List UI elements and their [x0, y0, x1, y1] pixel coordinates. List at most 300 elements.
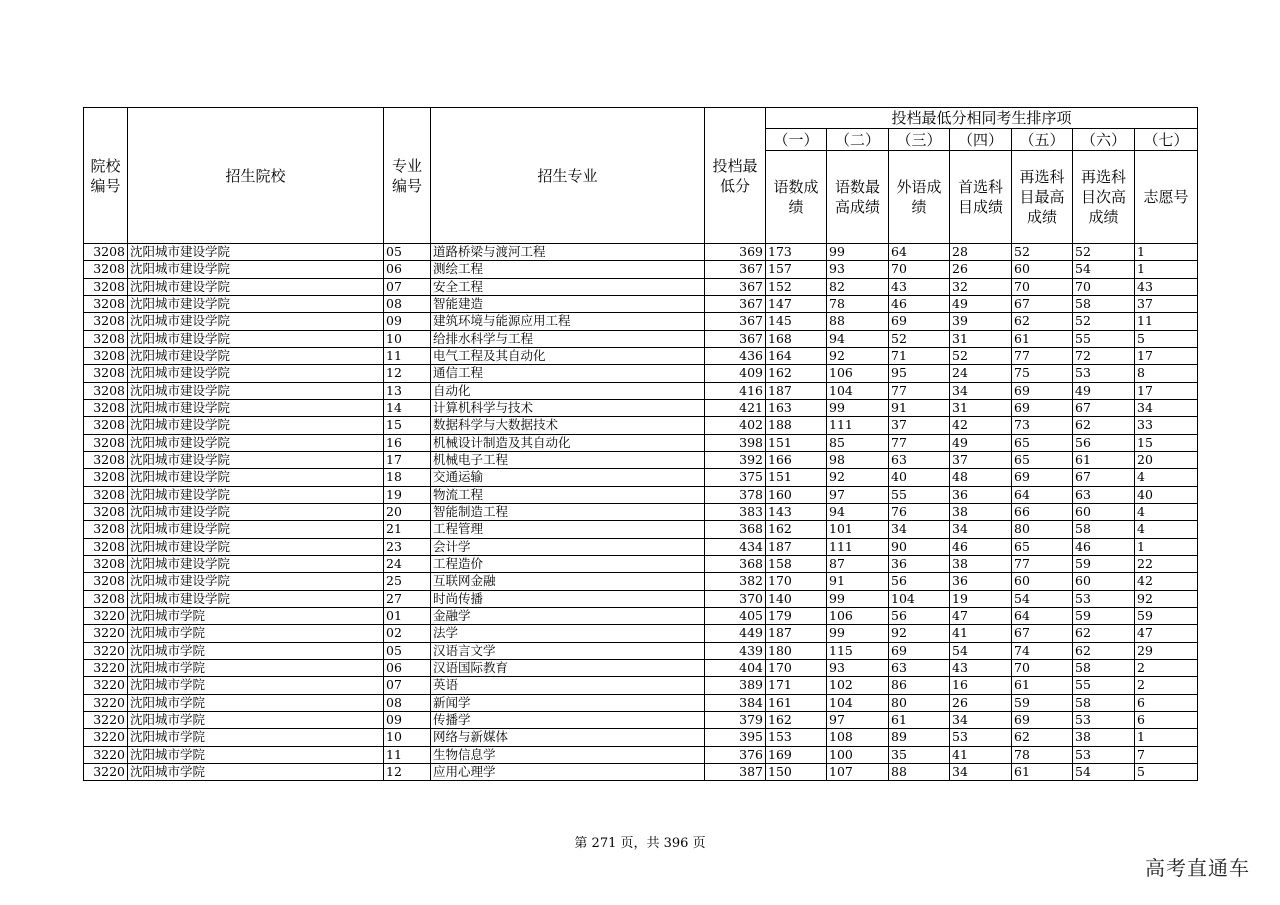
order-6-cell: 54 — [1073, 763, 1135, 780]
order-7-cell: 17 — [1135, 382, 1198, 399]
order-2-cell: 108 — [827, 729, 889, 746]
order-6-cell: 58 — [1073, 659, 1135, 676]
order-1-cell: 143 — [766, 503, 827, 520]
school-name-cell: 沈阳城市建设学院 — [128, 382, 384, 399]
min-score-cell: 378 — [705, 486, 766, 503]
major-name-cell: 电气工程及其自动化 — [431, 347, 705, 364]
school-code-cell: 3208 — [84, 365, 128, 382]
order-2-cell: 104 — [827, 694, 889, 711]
min-score-cell: 439 — [705, 642, 766, 659]
major-code-cell: 25 — [384, 573, 431, 590]
order-1-cell: 157 — [766, 261, 827, 278]
major-name-cell: 工程造价 — [431, 555, 705, 572]
school-name-cell: 沈阳城市学院 — [128, 729, 384, 746]
order-3-cell: 36 — [889, 555, 950, 572]
major-code-cell: 12 — [384, 763, 431, 780]
school-name-cell: 沈阳城市学院 — [128, 625, 384, 642]
order-6-cell: 63 — [1073, 486, 1135, 503]
order-6-cell: 58 — [1073, 295, 1135, 312]
order-7-cell: 5 — [1135, 330, 1198, 347]
order-4-cell: 38 — [950, 503, 1012, 520]
school-name-cell: 沈阳城市建设学院 — [128, 590, 384, 607]
school-code-cell: 3208 — [84, 244, 128, 261]
major-name-cell: 机械电子工程 — [431, 451, 705, 468]
order-1-cell: 152 — [766, 278, 827, 295]
order-1-cell: 187 — [766, 538, 827, 555]
order-7-cell: 15 — [1135, 434, 1198, 451]
school-name-cell: 沈阳城市学院 — [128, 642, 384, 659]
order-3-cell: 92 — [889, 625, 950, 642]
school-name-cell: 沈阳城市学院 — [128, 659, 384, 676]
order-4-cell: 46 — [950, 538, 1012, 555]
school-name-cell: 沈阳城市建设学院 — [128, 399, 384, 416]
order-1-cell: 151 — [766, 434, 827, 451]
order-1-cell: 179 — [766, 607, 827, 624]
min-score-cell: 404 — [705, 659, 766, 676]
major-code-cell: 07 — [384, 278, 431, 295]
order-3-cell: 95 — [889, 365, 950, 382]
order-6-cell: 56 — [1073, 434, 1135, 451]
order-1-cell: 173 — [766, 244, 827, 261]
order-5-cell: 67 — [1012, 625, 1073, 642]
order-1-cell: 180 — [766, 642, 827, 659]
school-name-cell: 沈阳城市建设学院 — [128, 451, 384, 468]
order-7-cell: 1 — [1135, 538, 1198, 555]
min-score-cell: 368 — [705, 521, 766, 538]
school-name-cell: 沈阳城市建设学院 — [128, 486, 384, 503]
table-row — [84, 295, 1198, 312]
order-3-cell: 80 — [889, 694, 950, 711]
school-name-cell: 沈阳城市建设学院 — [128, 244, 384, 261]
order-2-cell: 88 — [827, 313, 889, 330]
order-6-cell: 60 — [1073, 573, 1135, 590]
order-2-cell: 100 — [827, 746, 889, 763]
order-1-cell: 166 — [766, 451, 827, 468]
order-2-cell: 92 — [827, 469, 889, 486]
school-name-cell: 沈阳城市建设学院 — [128, 347, 384, 364]
school-name-cell: 沈阳城市建设学院 — [128, 330, 384, 347]
order-4-cell: 34 — [950, 521, 1012, 538]
order-4-cell: 39 — [950, 313, 1012, 330]
table-row — [84, 399, 1198, 416]
header-sub-7: 志愿号 — [1135, 151, 1198, 244]
header-major-code: 专业编号 — [384, 108, 431, 244]
order-2-cell: 91 — [827, 573, 889, 590]
order-5-cell: 64 — [1012, 486, 1073, 503]
table-header — [84, 108, 1198, 244]
school-code-cell: 3208 — [84, 347, 128, 364]
school-name-cell: 沈阳城市建设学院 — [128, 295, 384, 312]
order-5-cell: 80 — [1012, 521, 1073, 538]
order-7-cell: 40 — [1135, 486, 1198, 503]
order-7-cell: 37 — [1135, 295, 1198, 312]
major-name-cell: 法学 — [431, 625, 705, 642]
order-2-cell: 82 — [827, 278, 889, 295]
header-sub-5: 再选科目最高成绩 — [1012, 151, 1073, 244]
order-2-cell: 92 — [827, 347, 889, 364]
order-6-cell: 59 — [1073, 607, 1135, 624]
order-7-cell: 34 — [1135, 399, 1198, 416]
major-code-cell: 11 — [384, 347, 431, 364]
order-1-cell: 145 — [766, 313, 827, 330]
major-name-cell: 应用心理学 — [431, 763, 705, 780]
major-name-cell: 时尚传播 — [431, 590, 705, 607]
order-3-cell: 71 — [889, 347, 950, 364]
order-2-cell: 99 — [827, 625, 889, 642]
order-6-cell: 53 — [1073, 365, 1135, 382]
order-7-cell: 11 — [1135, 313, 1198, 330]
major-name-cell: 安全工程 — [431, 278, 705, 295]
order-1-cell: 188 — [766, 417, 827, 434]
order-4-cell: 34 — [950, 382, 1012, 399]
header-sub-4: 首选科目成绩 — [950, 151, 1012, 244]
order-7-cell: 4 — [1135, 521, 1198, 538]
order-5-cell: 60 — [1012, 573, 1073, 590]
order-1-cell: 162 — [766, 521, 827, 538]
order-3-cell: 56 — [889, 573, 950, 590]
table-row — [84, 607, 1198, 624]
order-2-cell: 98 — [827, 451, 889, 468]
school-code-cell: 3208 — [84, 295, 128, 312]
major-name-cell: 汉语国际教育 — [431, 659, 705, 676]
major-name-cell: 网络与新媒体 — [431, 729, 705, 746]
table-row — [84, 330, 1198, 347]
min-score-cell: 421 — [705, 399, 766, 416]
order-7-cell: 6 — [1135, 694, 1198, 711]
order-3-cell: 61 — [889, 711, 950, 728]
order-1-cell: 187 — [766, 382, 827, 399]
school-name-cell: 沈阳城市建设学院 — [128, 521, 384, 538]
major-name-cell: 生物信息学 — [431, 746, 705, 763]
header-sub-6: 再选科目次高成绩 — [1073, 151, 1135, 244]
order-7-cell: 29 — [1135, 642, 1198, 659]
order-5-cell: 62 — [1012, 729, 1073, 746]
order-7-cell: 43 — [1135, 278, 1198, 295]
min-score-cell: 367 — [705, 313, 766, 330]
header-order-6: （六） — [1073, 129, 1135, 151]
order-7-cell: 2 — [1135, 677, 1198, 694]
school-code-cell: 3220 — [84, 625, 128, 642]
header-order-5: （五） — [1012, 129, 1073, 151]
order-2-cell: 93 — [827, 659, 889, 676]
order-6-cell: 55 — [1073, 677, 1135, 694]
order-7-cell: 7 — [1135, 746, 1198, 763]
school-code-cell: 3220 — [84, 642, 128, 659]
major-name-cell: 数据科学与大数据技术 — [431, 417, 705, 434]
school-code-cell: 3220 — [84, 763, 128, 780]
order-2-cell: 101 — [827, 521, 889, 538]
school-name-cell: 沈阳城市学院 — [128, 763, 384, 780]
order-2-cell: 94 — [827, 330, 889, 347]
school-code-cell: 3208 — [84, 261, 128, 278]
header-sub-1: 语数成绩 — [766, 151, 827, 244]
order-4-cell: 47 — [950, 607, 1012, 624]
school-code-cell: 3220 — [84, 677, 128, 694]
order-2-cell: 99 — [827, 590, 889, 607]
min-score-cell: 392 — [705, 451, 766, 468]
min-score-cell: 370 — [705, 590, 766, 607]
table-row — [84, 521, 1198, 538]
table-row — [84, 746, 1198, 763]
school-name-cell: 沈阳城市建设学院 — [128, 261, 384, 278]
major-code-cell: 06 — [384, 659, 431, 676]
table-row — [84, 313, 1198, 330]
table-row — [84, 625, 1198, 642]
order-5-cell: 64 — [1012, 607, 1073, 624]
min-score-cell: 376 — [705, 746, 766, 763]
order-1-cell: 171 — [766, 677, 827, 694]
order-5-cell: 59 — [1012, 694, 1073, 711]
order-3-cell: 64 — [889, 244, 950, 261]
header-order-1: （一） — [766, 129, 827, 151]
header-major-name: 招生专业 — [431, 108, 705, 244]
school-code-cell: 3208 — [84, 555, 128, 572]
table-row — [84, 469, 1198, 486]
school-code-cell: 3220 — [84, 659, 128, 676]
table-row — [84, 677, 1198, 694]
order-6-cell: 54 — [1073, 261, 1135, 278]
order-3-cell: 56 — [889, 607, 950, 624]
order-6-cell: 62 — [1073, 625, 1135, 642]
table-row — [84, 555, 1198, 572]
order-4-cell: 43 — [950, 659, 1012, 676]
major-code-cell: 23 — [384, 538, 431, 555]
order-7-cell: 20 — [1135, 451, 1198, 468]
order-5-cell: 78 — [1012, 746, 1073, 763]
order-3-cell: 35 — [889, 746, 950, 763]
order-6-cell: 62 — [1073, 417, 1135, 434]
header-sub-2: 语数最高成绩 — [827, 151, 889, 244]
order-5-cell: 69 — [1012, 399, 1073, 416]
school-code-cell: 3208 — [84, 486, 128, 503]
order-3-cell: 76 — [889, 503, 950, 520]
min-score-cell: 434 — [705, 538, 766, 555]
order-4-cell: 36 — [950, 486, 1012, 503]
order-6-cell: 70 — [1073, 278, 1135, 295]
order-6-cell: 62 — [1073, 642, 1135, 659]
order-5-cell: 60 — [1012, 261, 1073, 278]
major-code-cell: 07 — [384, 677, 431, 694]
order-1-cell: 147 — [766, 295, 827, 312]
school-name-cell: 沈阳城市建设学院 — [128, 434, 384, 451]
order-5-cell: 65 — [1012, 451, 1073, 468]
order-3-cell: 77 — [889, 434, 950, 451]
order-2-cell: 107 — [827, 763, 889, 780]
order-6-cell: 59 — [1073, 555, 1135, 572]
order-3-cell: 46 — [889, 295, 950, 312]
header-tiebreak-group: 投档最低分相同考生排序项 — [766, 108, 1198, 129]
order-2-cell: 87 — [827, 555, 889, 572]
major-code-cell: 08 — [384, 295, 431, 312]
min-score-cell: 367 — [705, 330, 766, 347]
school-code-cell: 3208 — [84, 434, 128, 451]
order-1-cell: 169 — [766, 746, 827, 763]
order-2-cell: 106 — [827, 607, 889, 624]
min-score-cell: 409 — [705, 365, 766, 382]
min-score-cell: 398 — [705, 434, 766, 451]
order-4-cell: 41 — [950, 746, 1012, 763]
school-code-cell: 3220 — [84, 729, 128, 746]
order-1-cell: 150 — [766, 763, 827, 780]
major-name-cell: 互联网金融 — [431, 573, 705, 590]
header-school-code: 院校编号 — [84, 108, 128, 244]
table-row — [84, 365, 1198, 382]
order-6-cell: 67 — [1073, 399, 1135, 416]
order-1-cell: 164 — [766, 347, 827, 364]
page-footer: 第 271 页，共 396 页 — [574, 836, 706, 851]
min-score-cell: 389 — [705, 677, 766, 694]
major-name-cell: 通信工程 — [431, 365, 705, 382]
order-4-cell: 52 — [950, 347, 1012, 364]
order-7-cell: 22 — [1135, 555, 1198, 572]
major-code-cell: 16 — [384, 434, 431, 451]
school-code-cell: 3208 — [84, 503, 128, 520]
order-5-cell: 69 — [1012, 711, 1073, 728]
major-code-cell: 05 — [384, 244, 431, 261]
order-7-cell: 4 — [1135, 469, 1198, 486]
order-5-cell: 74 — [1012, 642, 1073, 659]
order-3-cell: 63 — [889, 659, 950, 676]
order-4-cell: 32 — [950, 278, 1012, 295]
order-2-cell: 94 — [827, 503, 889, 520]
major-name-cell: 交通运输 — [431, 469, 705, 486]
school-name-cell: 沈阳城市学院 — [128, 677, 384, 694]
school-code-cell: 3208 — [84, 538, 128, 555]
order-5-cell: 62 — [1012, 313, 1073, 330]
major-name-cell: 智能建造 — [431, 295, 705, 312]
table-row — [84, 729, 1198, 746]
order-5-cell: 61 — [1012, 330, 1073, 347]
order-4-cell: 16 — [950, 677, 1012, 694]
order-5-cell: 70 — [1012, 278, 1073, 295]
school-code-cell: 3220 — [84, 711, 128, 728]
order-3-cell: 69 — [889, 313, 950, 330]
header-sub-3: 外语成绩 — [889, 151, 950, 244]
order-2-cell: 104 — [827, 382, 889, 399]
major-code-cell: 05 — [384, 642, 431, 659]
min-score-cell: 382 — [705, 573, 766, 590]
order-4-cell: 26 — [950, 261, 1012, 278]
order-4-cell: 49 — [950, 295, 1012, 312]
school-name-cell: 沈阳城市建设学院 — [128, 417, 384, 434]
order-4-cell: 26 — [950, 694, 1012, 711]
order-5-cell: 66 — [1012, 503, 1073, 520]
major-code-cell: 27 — [384, 590, 431, 607]
table-row — [84, 451, 1198, 468]
min-score-cell: 379 — [705, 711, 766, 728]
order-4-cell: 49 — [950, 434, 1012, 451]
table-row — [84, 347, 1198, 364]
major-code-cell: 17 — [384, 451, 431, 468]
table-row — [84, 538, 1198, 555]
order-5-cell: 54 — [1012, 590, 1073, 607]
table-row — [84, 261, 1198, 278]
order-4-cell: 28 — [950, 244, 1012, 261]
school-name-cell: 沈阳城市学院 — [128, 607, 384, 624]
order-6-cell: 46 — [1073, 538, 1135, 555]
order-6-cell: 53 — [1073, 590, 1135, 607]
order-5-cell: 52 — [1012, 244, 1073, 261]
school-code-cell: 3208 — [84, 590, 128, 607]
order-5-cell: 65 — [1012, 538, 1073, 555]
watermark: 高考直通车 — [1145, 856, 1250, 880]
order-7-cell: 6 — [1135, 711, 1198, 728]
major-code-cell: 14 — [384, 399, 431, 416]
order-3-cell: 34 — [889, 521, 950, 538]
order-1-cell: 158 — [766, 555, 827, 572]
order-1-cell: 163 — [766, 399, 827, 416]
min-score-cell: 375 — [705, 469, 766, 486]
order-6-cell: 60 — [1073, 503, 1135, 520]
order-5-cell: 67 — [1012, 295, 1073, 312]
school-name-cell: 沈阳城市建设学院 — [128, 365, 384, 382]
order-5-cell: 77 — [1012, 347, 1073, 364]
major-name-cell: 建筑环境与能源应用工程 — [431, 313, 705, 330]
order-4-cell: 24 — [950, 365, 1012, 382]
order-6-cell: 49 — [1073, 382, 1135, 399]
header-order-2: （二） — [827, 129, 889, 151]
min-score-cell: 367 — [705, 278, 766, 295]
school-code-cell: 3208 — [84, 330, 128, 347]
school-name-cell: 沈阳城市建设学院 — [128, 313, 384, 330]
order-4-cell: 31 — [950, 399, 1012, 416]
order-4-cell: 19 — [950, 590, 1012, 607]
school-code-cell: 3208 — [84, 278, 128, 295]
major-code-cell: 10 — [384, 330, 431, 347]
school-code-cell: 3208 — [84, 469, 128, 486]
major-code-cell: 24 — [384, 555, 431, 572]
order-5-cell: 77 — [1012, 555, 1073, 572]
major-name-cell: 会计学 — [431, 538, 705, 555]
order-5-cell: 61 — [1012, 763, 1073, 780]
order-3-cell: 89 — [889, 729, 950, 746]
order-2-cell: 85 — [827, 434, 889, 451]
order-4-cell: 31 — [950, 330, 1012, 347]
major-name-cell: 物流工程 — [431, 486, 705, 503]
major-code-cell: 11 — [384, 746, 431, 763]
order-5-cell: 65 — [1012, 434, 1073, 451]
order-5-cell: 73 — [1012, 417, 1073, 434]
order-6-cell: 61 — [1073, 451, 1135, 468]
order-2-cell: 102 — [827, 677, 889, 694]
school-code-cell: 3220 — [84, 746, 128, 763]
major-code-cell: 01 — [384, 607, 431, 624]
order-6-cell: 72 — [1073, 347, 1135, 364]
order-1-cell: 140 — [766, 590, 827, 607]
order-1-cell: 162 — [766, 711, 827, 728]
order-7-cell: 92 — [1135, 590, 1198, 607]
min-score-cell: 368 — [705, 555, 766, 572]
order-5-cell: 75 — [1012, 365, 1073, 382]
order-4-cell: 38 — [950, 555, 1012, 572]
order-3-cell: 37 — [889, 417, 950, 434]
order-1-cell: 160 — [766, 486, 827, 503]
order-6-cell: 52 — [1073, 313, 1135, 330]
school-code-cell: 3208 — [84, 521, 128, 538]
order-2-cell: 97 — [827, 486, 889, 503]
order-2-cell: 97 — [827, 711, 889, 728]
order-4-cell: 37 — [950, 451, 1012, 468]
order-2-cell: 78 — [827, 295, 889, 312]
school-name-cell: 沈阳城市建设学院 — [128, 469, 384, 486]
major-name-cell: 测绘工程 — [431, 261, 705, 278]
major-code-cell: 08 — [384, 694, 431, 711]
order-4-cell: 34 — [950, 763, 1012, 780]
major-code-cell: 12 — [384, 365, 431, 382]
table-row — [84, 659, 1198, 676]
major-name-cell: 智能制造工程 — [431, 503, 705, 520]
table-row — [84, 382, 1198, 399]
